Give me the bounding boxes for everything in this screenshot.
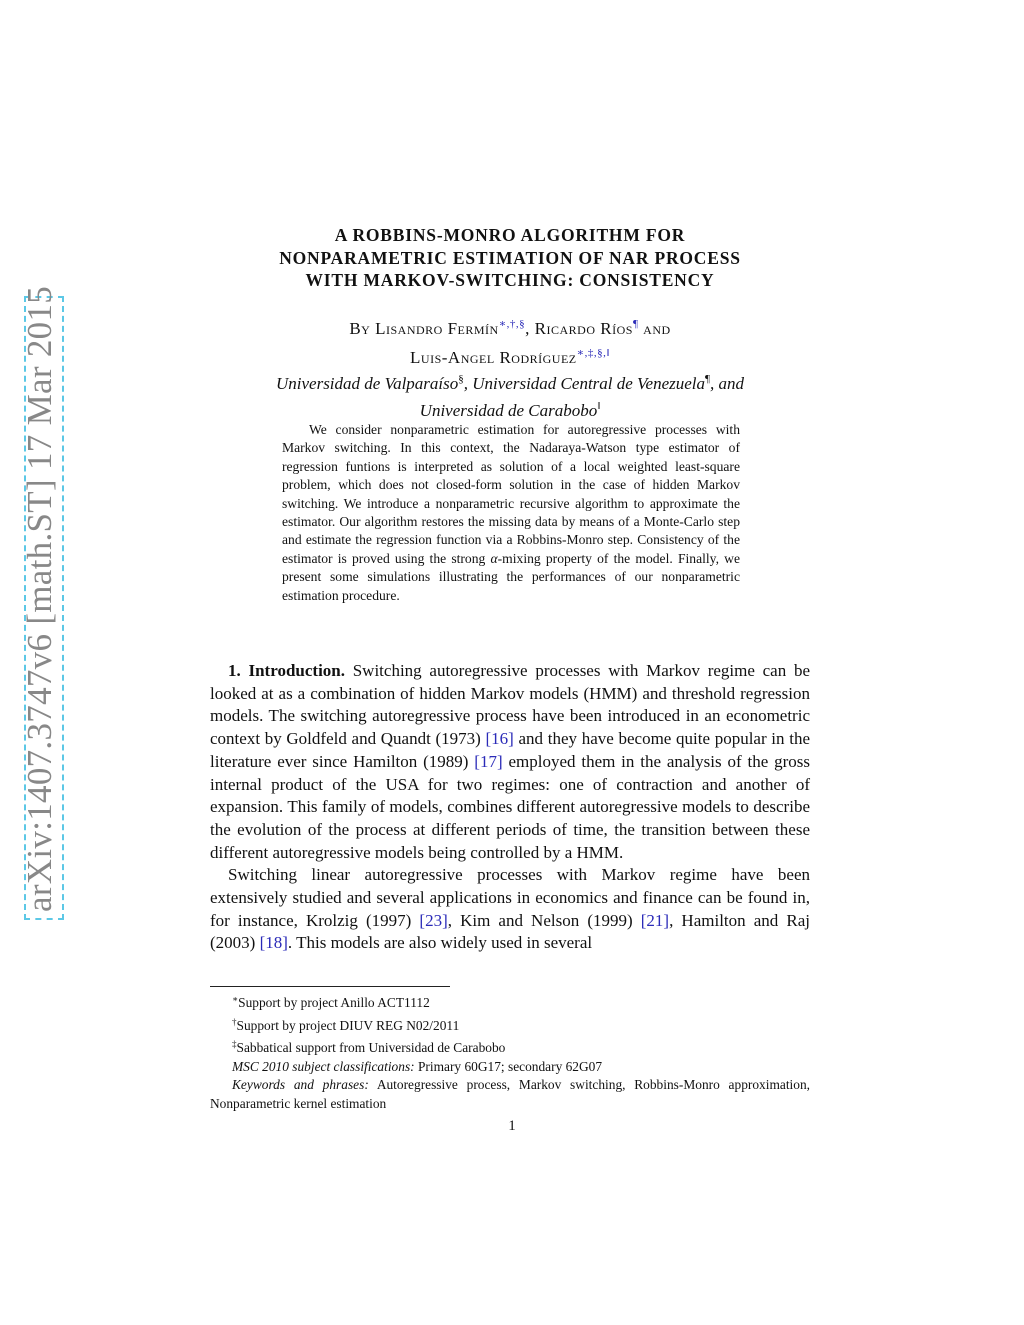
author-rodriguez: Luis-Angel Rodríguez [410,348,577,367]
msc-classification: MSC 2010 subject classifications: Primary 60G17; secondary 62G07 [232,1058,603,1074]
author-rios-marks[interactable]: ¶ [632,318,639,330]
abstract: We consider nonparametric estimation for autoregressive processes with Markov switching. In this context, the Nadaraya-Watson type estimator of regression funtions is interpreted as solution of a local weighted least-square problem, which does not closed-form solution in the case of hidden Markov switching. We introduce a nonparametric recursive algorithm to approximate the estimator. Our algorithm restores the missing data by means of a Monte-Carlo step and estimate the regression function via a Robbins-Monro step. Consistency of the estimator is proved using the strong α-mixing property of the model. Finally, we present some simulations illustrating the performances of our nonparametric estimation procedure. [282,422,740,603]
title-line-3: WITH MARKOV-SWITCHING: CONSISTENCY [305,270,715,290]
citation-21[interactable]: [21] [640,910,670,930]
page-number: 1 [508,1118,516,1134]
footnote-1: ∗Support by project Anillo ACT1112 [232,994,430,1010]
affiliation-ucv: Universidad Central de Venezuela [472,374,706,393]
paper-title [210,224,810,292]
citation-23[interactable]: [23] [419,910,448,930]
introduction-section [210,660,810,955]
by-label: By [349,319,376,338]
citation-17[interactable]: [17] [474,751,503,771]
affiliation-valparaiso: Universidad de Valparaíso [275,374,459,393]
footnotes [210,990,810,1114]
author-rodriguez-marks[interactable]: ∗,‡,§,‖ [576,347,610,359]
intro-paragraph-2: Switching linear autoregressive processes with Markov regime have been extensively studied and several applications in economics and finance can be found in, for instance, Krolzig (1997) [23], Kim and Nelson (1999) [21], Hamilton and Raj (2003) [18]. This models are also widely used in several [210,865,810,953]
title-line-1: A ROBBINS-MONRO ALGORITHM FOR [334,225,686,245]
author-fermin: Lisandro Fermín [375,319,499,338]
title-line-2: NONPARAMETRIC ESTIMATION OF NAR PROCESS [279,247,741,268]
footnote-3: ‡Sabbatical support from Universidad de Carabobo [232,1039,506,1056]
footnote-2: †Support by project DIUV REG N02/2011 [232,1016,460,1033]
keywords: Keywords and phrases: Autoregressive process, Markov switching, Robbins-Monro approximation, Nonparametric kernel estimation [210,1077,810,1111]
affiliation-carabobo: Universidad de Carabobo [419,401,598,420]
author-rios: Ricardo Ríos [534,319,633,338]
arxiv-stamp[interactable]: arXiv:1407.3747v6 [math.ST] 17 Mar 2015 [20,285,59,912]
footnote-divider [210,986,450,987]
section-heading: 1. Introduction. [228,661,345,680]
author-fermin-marks[interactable]: ∗,†,§ [498,318,526,330]
citation-18[interactable]: [18] [259,933,288,953]
citation-16[interactable]: [16] [485,729,514,749]
affiliations: Universidad de Valparaíso§, Universidad Central de Venezuela¶, and Universidad de Carabobo‖ [275,373,745,420]
author-list: By Lisandro Fermín∗,†,§, Ricardo Ríos¶ and Luis-Angel Rodríguez∗,‡,§,‖ [349,318,671,367]
intro-paragraph-1: 1. Introduction. Switching autoregressive processes with Markov regime can be looked at as a combination of hidden Markov models (HMM) and threshold regression models. The switching autoregressive process have been introduced in an econometric context by Goldfeld and Quandt (1973) [16] and they have become quite popular in the literature ever since Hamilton (1989) [17] employed them in the analysis of the gross internal product of the USA for two regimes: one of contraction and another of expansion. This family of models, combines different autoregressive models to describe the evolution of the process at different periods of time, the transition between these different autoregressive models being controlled by a HMM. [210,661,810,862]
